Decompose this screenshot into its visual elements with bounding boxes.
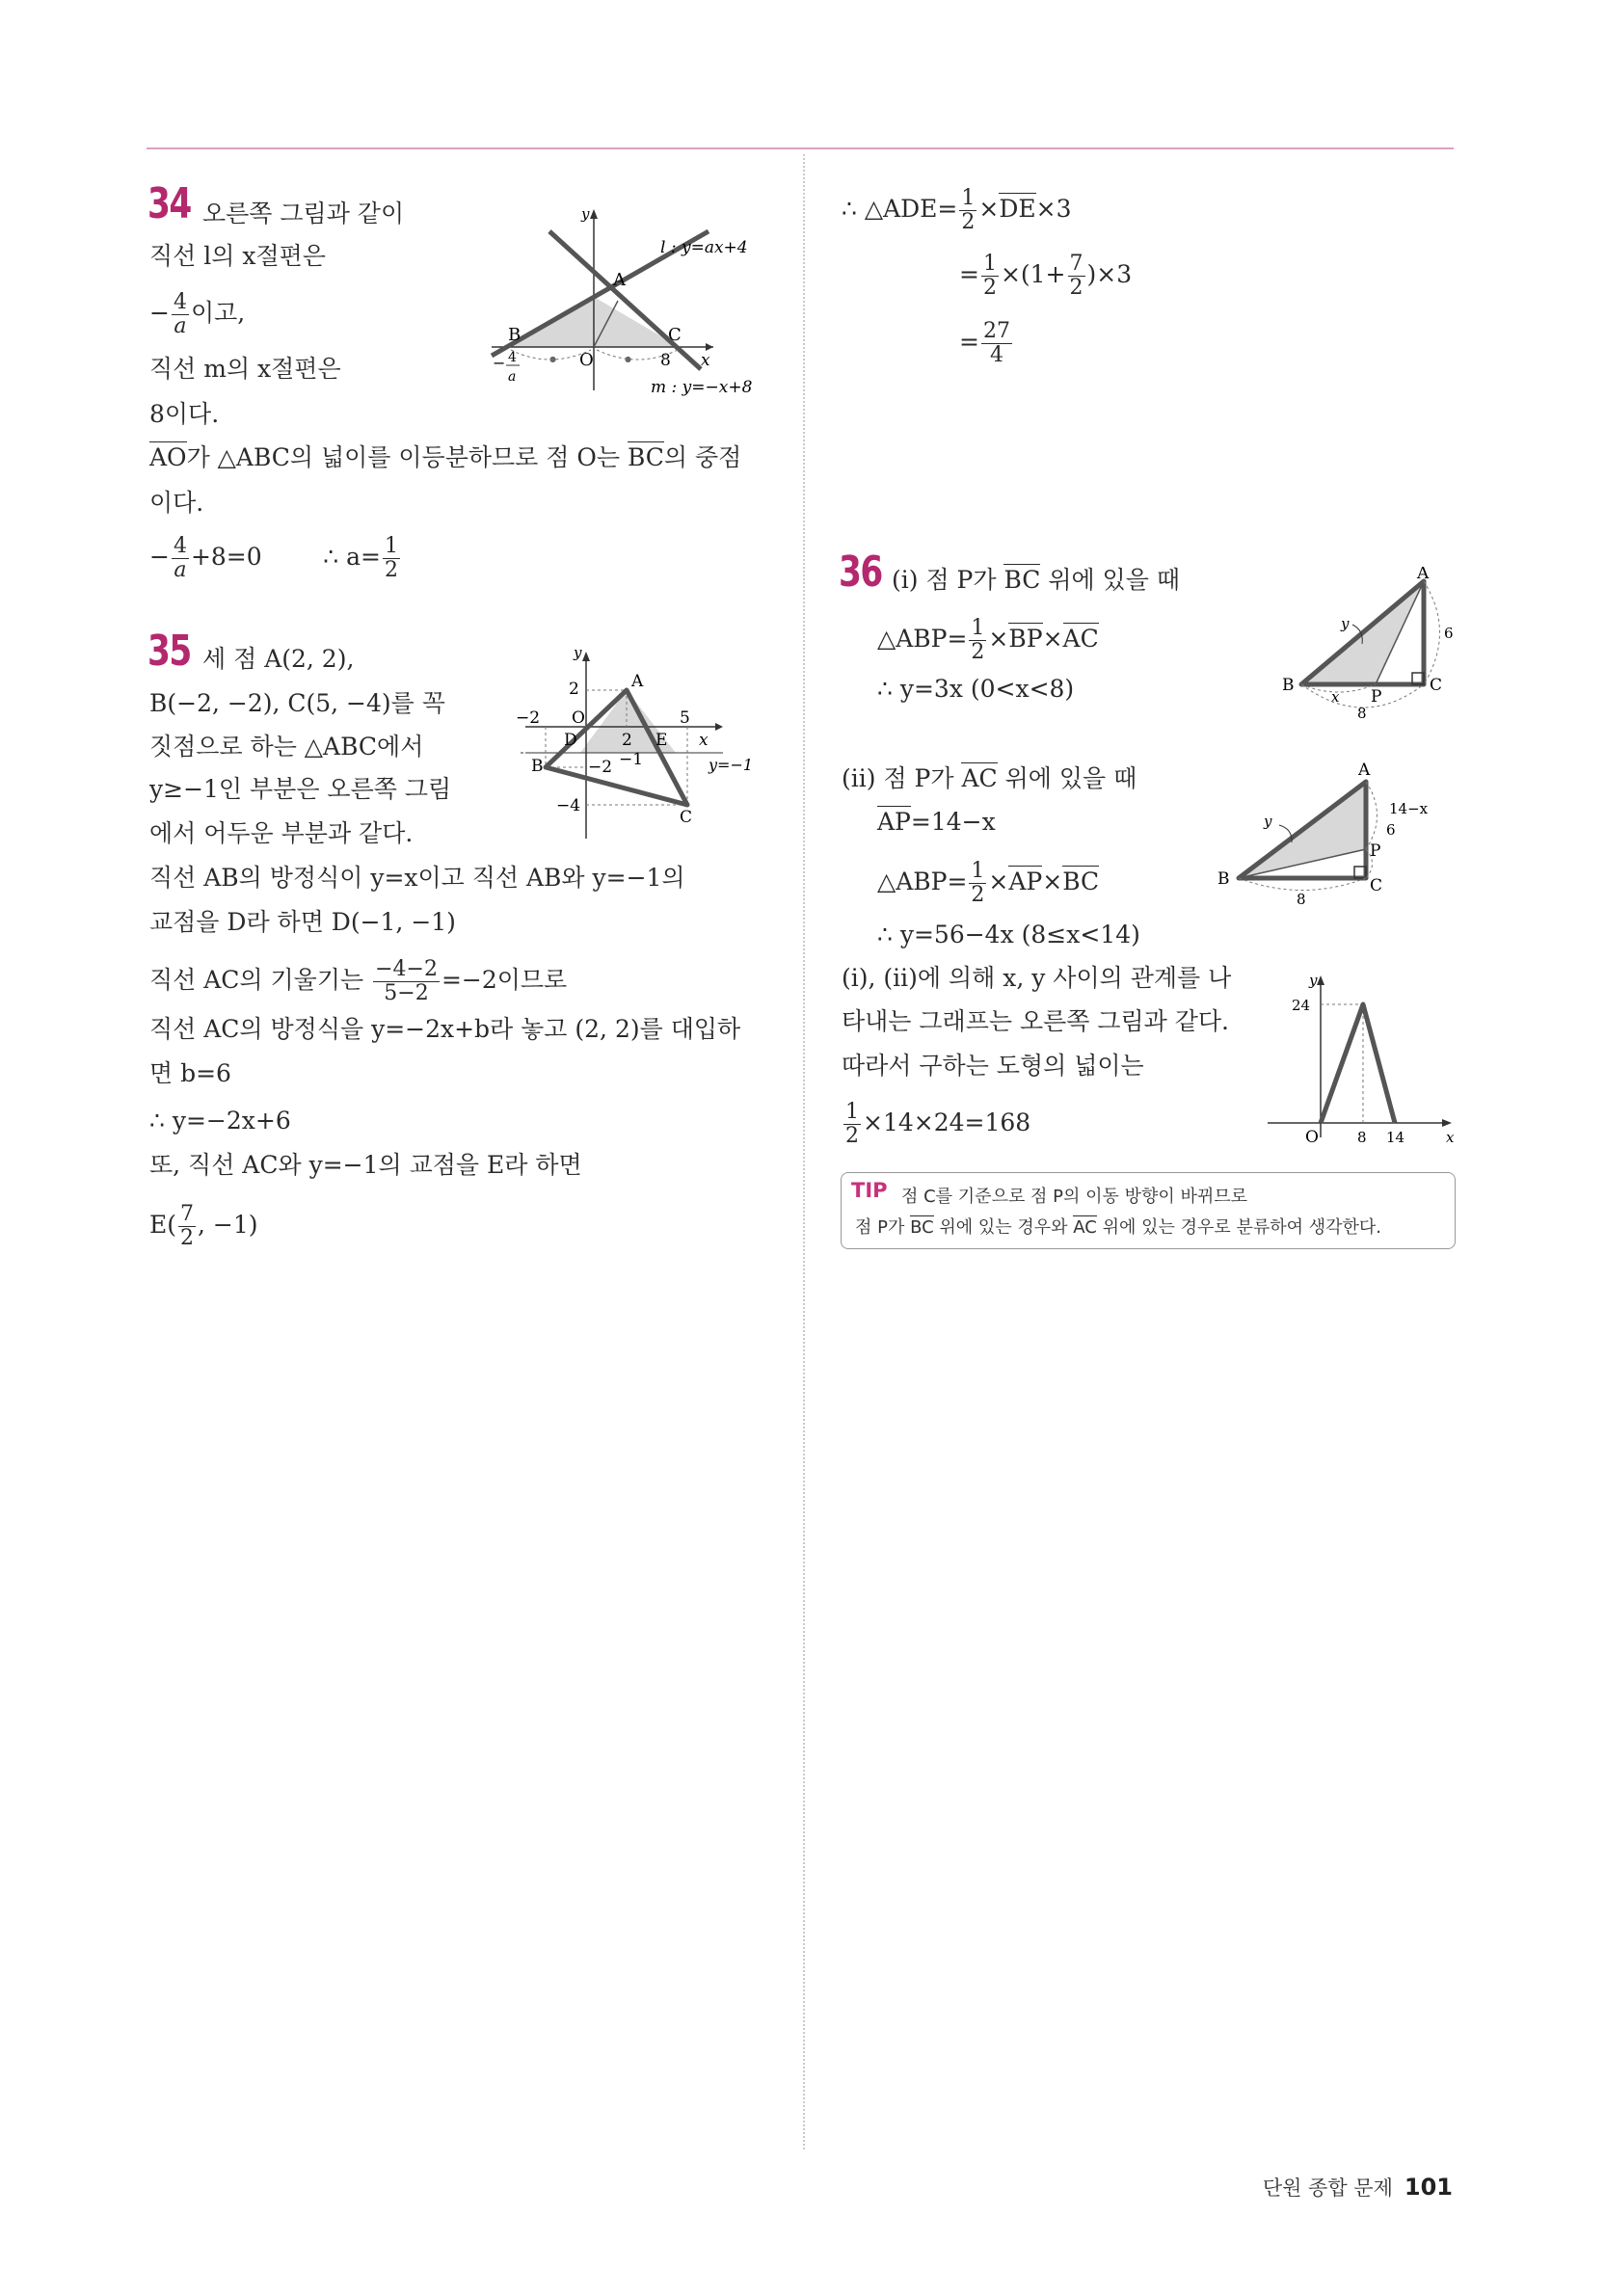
x-label: x <box>1446 1129 1455 1146</box>
point-A: A <box>613 270 626 290</box>
frac-den: 2 <box>1069 276 1083 300</box>
point-C: C <box>668 325 682 345</box>
frac-num: 7 <box>1069 252 1083 276</box>
footer-section: 단원 종합 문제 <box>1262 2176 1393 2200</box>
p34-line7: 이다. <box>149 489 204 517</box>
y-axis-arrow <box>582 652 590 661</box>
overline-AC: AC <box>1073 1217 1097 1238</box>
x-label: x <box>701 351 710 370</box>
overline-BC: BC <box>627 443 664 471</box>
frac-den: 2 <box>384 558 398 582</box>
p34-line3: − $\frac{4}{a}$ 이고, <box>149 290 246 338</box>
top-rule <box>147 147 1454 149</box>
label-8: 8 <box>1297 891 1306 908</box>
tick-yneg1: −1 <box>619 750 644 769</box>
p35c-line1 <box>842 187 1071 234</box>
x-axis-arrow <box>715 723 723 731</box>
frac-num: 4 <box>173 534 187 558</box>
x-axis-arrow <box>1442 1119 1452 1127</box>
frac-a: a <box>508 369 517 385</box>
p35-line6: 직선 AB의 방정식이 y=x이고 직선 AB와 y=−1의 <box>149 864 685 892</box>
p34-figure <box>487 198 776 400</box>
p36-i2 <box>877 617 1099 664</box>
line-m-label: m : y=−x+8 <box>651 378 753 397</box>
frac-num: 1 <box>982 252 997 276</box>
overline-BC: BC <box>1003 566 1041 594</box>
point-A: A <box>1417 567 1430 583</box>
p35c-line2 <box>959 253 1132 300</box>
tick-y2: 2 <box>569 680 579 699</box>
p36-c2: 타내는 그래프는 오른쪽 그림과 같다. <box>842 1007 1229 1035</box>
p36-i1 <box>892 563 1180 598</box>
frac-den: 2 <box>971 883 985 907</box>
x-axis-arrow <box>706 343 713 351</box>
frac-num: 1 <box>384 534 398 558</box>
point-P: P <box>1370 841 1381 861</box>
p35-line7: 교점을 D라 하면 D(−1, −1) <box>149 908 456 936</box>
frac-den: 4 <box>989 343 1003 367</box>
p36-ii2-post: =14−x <box>910 808 996 836</box>
line-l-label: l : y=ax+4 <box>660 238 748 257</box>
p34-line1: 오른쪽 그림과 같이 <box>202 200 405 227</box>
tip-line2 <box>855 1214 1381 1239</box>
p36-ii2 <box>877 805 996 840</box>
p35c-line1-mid: × <box>978 195 1000 223</box>
page-footer <box>1263 2173 1453 2202</box>
p35c-line2-post: )×3 <box>1086 260 1133 288</box>
tick-x2: 2 <box>622 731 632 750</box>
point-A: A <box>1358 761 1371 780</box>
page-number: 101 <box>1404 2174 1453 2201</box>
origin-O: O <box>1305 1128 1319 1147</box>
frac-num: 4 <box>173 290 187 314</box>
point-C: C <box>1430 676 1443 695</box>
tip-line2-a: 점 P가 <box>855 1217 911 1238</box>
p36-i1-b: 위에 있을 때 <box>1040 566 1181 594</box>
frac-den: 2 <box>845 1124 859 1148</box>
p35c-line3-pre: = <box>959 328 979 356</box>
neg-sign: − <box>493 354 506 372</box>
p36-ii3-mid: × <box>988 868 1009 895</box>
p35-line4: y≥−1인 부분은 오른쪽 그림 <box>149 775 452 803</box>
p36-ii3-pre: △ABP= <box>877 868 968 895</box>
point-C: C <box>680 808 693 827</box>
point-D: D <box>564 731 577 750</box>
p35-line10: 면 b=6 <box>149 1059 231 1087</box>
p36-i1-a: (ⅰ) 점 P가 <box>892 566 1004 594</box>
p35-line13-pre: E( <box>149 1211 177 1239</box>
tick-xneg2: −2 <box>516 708 541 728</box>
p35-line9: 직선 AC의 방정식을 y=−2x+b라 놓고 (2, 2)를 대입하 <box>149 1015 741 1043</box>
label-y: y <box>1341 615 1350 632</box>
p35-line5: 에서 어두운 부분과 같다. <box>149 819 414 847</box>
p36-ii3-x: × <box>1042 868 1063 895</box>
p34-line4: 직선 m의 x절편은 <box>149 355 341 383</box>
frac-den: a <box>174 558 187 582</box>
p36-figure-2 <box>1210 758 1465 912</box>
p36-c4 <box>842 1101 1030 1148</box>
p36-ii1-b: 위에 있을 때 <box>997 764 1137 792</box>
frac-num: −4−2 <box>375 957 438 981</box>
y-label: y <box>574 644 582 661</box>
tip-line2-c: 위에 있는 경우로 분류하여 생각한다. <box>1096 1217 1382 1238</box>
origin-O: O <box>579 350 594 370</box>
p35-line11: ∴ y=−2x+6 <box>149 1107 291 1135</box>
p36-ii1 <box>842 761 1137 796</box>
p34-line5: 8이다. <box>149 400 220 428</box>
tick-24: 24 <box>1292 997 1311 1014</box>
p35c-line3 <box>959 320 1014 367</box>
origin-O: O <box>572 708 585 728</box>
label-6: 6 <box>1386 821 1396 839</box>
overline-AC: AC <box>1062 625 1099 653</box>
x-label: x <box>699 731 709 750</box>
label-14-x: 14−x <box>1389 800 1429 817</box>
point-B: B <box>508 325 522 345</box>
p36-ii4: ∴ y=56−4x (8≤x<14) <box>877 921 1140 948</box>
frac-num: 1 <box>971 859 985 883</box>
point-P: P <box>1371 687 1382 707</box>
tick-8: 8 <box>660 351 671 370</box>
overline-AC: AC <box>961 764 998 792</box>
point-B: B <box>1282 676 1295 695</box>
point-B: B <box>1217 869 1230 889</box>
p35c-line2-mid: ×(1+ <box>1000 260 1066 288</box>
p36-i3: ∴ y=3x (0<x<8) <box>877 675 1075 703</box>
p36-ii1-a: (ⅱ) 점 P가 <box>842 764 962 792</box>
frac-den: 2 <box>982 276 997 300</box>
p35-line8 <box>149 958 567 1005</box>
p34-line6-a: 가 △ABC의 넓이를 이등분하므로 점 O는 <box>186 443 628 471</box>
tick-14: 14 <box>1386 1129 1405 1146</box>
overline-AP: AP <box>877 808 911 836</box>
tip-line1: 점 C를 기준으로 점 P의 이동 방향이 바뀌므로 <box>901 1187 1248 1207</box>
p36-i2-mid: × <box>988 625 1009 653</box>
point-A: A <box>631 672 644 691</box>
equal-mark-2: ● <box>625 355 631 363</box>
point-B: B <box>531 757 544 776</box>
overline-BC: BC <box>910 1217 934 1238</box>
p36-c3: 따라서 구하는 도형의 넓이는 <box>842 1052 1144 1080</box>
p36-figure-3 <box>1263 964 1465 1147</box>
frac-den: 5−2 <box>384 981 429 1005</box>
tick-8: 8 <box>1357 1129 1367 1146</box>
problem-34-number: 34 <box>147 179 191 228</box>
p36-ii3 <box>877 860 1099 907</box>
label-y: y <box>1264 813 1272 830</box>
p36-c1: (ⅰ), (ⅱ)에 의해 x, y 사이의 관계를 나 <box>842 964 1232 992</box>
line-yneg1-label: y=−1 <box>709 756 754 774</box>
p35-line13-post: , −1) <box>198 1211 258 1239</box>
overline-BC: BC <box>1062 868 1100 895</box>
frac-num: 7 <box>180 1202 195 1226</box>
tick-x5: 5 <box>680 708 690 728</box>
p35-line1: 세 점 A(2, 2), <box>202 645 355 673</box>
y-label: y <box>1309 972 1318 989</box>
point-E: E <box>655 731 668 750</box>
label-8: 8 <box>1357 705 1367 722</box>
frac-den: 2 <box>180 1226 195 1250</box>
tick-yneg2: −2 <box>588 758 613 777</box>
p35c-line1-pre: ∴ △ADE= <box>842 195 958 223</box>
p36-figure-1 <box>1277 567 1460 731</box>
y-axis-arrow <box>1317 975 1324 985</box>
p36-c4-post: ×14×24=168 <box>863 1108 1031 1136</box>
label-x: x <box>1331 688 1340 706</box>
tick-yneg4: −4 <box>556 796 581 815</box>
p34-line6-b: 의 중점 <box>663 443 742 471</box>
tip-box <box>841 1172 1456 1249</box>
frac-den: 2 <box>971 640 985 664</box>
y-label: y <box>581 205 590 223</box>
overline-AP: AP <box>1008 868 1043 895</box>
equal-mark-1: ● <box>549 355 556 363</box>
frac-4: 4 <box>508 350 517 365</box>
frac-den: 2 <box>961 210 976 234</box>
p35-line3: 짓점으로 하는 △ABC에서 <box>149 733 424 761</box>
frac-num: 1 <box>971 616 985 640</box>
overline-AO: AO <box>149 443 187 471</box>
problem-36-number: 36 <box>839 547 882 597</box>
p35-line12: 또, 직선 AC와 y=−1의 교점을 E라 하면 <box>149 1151 582 1179</box>
p35-figure <box>516 636 771 848</box>
p34-line8 <box>149 535 402 582</box>
frac-num: 1 <box>961 186 976 210</box>
p35-line8-pre: 직선 AC의 기울기는 <box>149 966 372 994</box>
label-6: 6 <box>1444 625 1454 642</box>
frac-num: 1 <box>845 1100 859 1124</box>
p35-line8-post: =−2이므로 <box>441 966 568 994</box>
p35c-line1-post: ×3 <box>1035 195 1072 223</box>
frac-den: a <box>174 314 187 338</box>
p34-line2: 직선 l의 x절편은 <box>149 242 326 270</box>
overline-BP: BP <box>1008 625 1043 653</box>
y-axis-arrow <box>590 209 598 219</box>
overline-DE: DE <box>999 195 1036 223</box>
minus-sign: − <box>149 543 170 571</box>
column-divider <box>803 154 805 2149</box>
p36-i2-pre: △ABP= <box>877 625 968 653</box>
p34-line8-mid: +8=0 ∴ a= <box>190 543 381 571</box>
p34-line3-tail: 이고, <box>190 299 246 327</box>
tip-line2-b: 위에 있는 경우와 <box>933 1217 1074 1238</box>
p35-line2: B(−2, −2), C(5, −4)를 꼭 <box>149 689 445 717</box>
p34-line6 <box>149 441 741 475</box>
frac-num: 27 <box>982 319 1010 343</box>
graph-line <box>1321 1004 1395 1123</box>
p36-i2-x: × <box>1042 625 1063 653</box>
p35-line13 <box>149 1203 258 1250</box>
point-C: C <box>1370 876 1383 895</box>
tip-label: TIP <box>851 1179 888 1202</box>
p35c-line2-pre: = <box>959 260 979 288</box>
problem-35-number: 35 <box>147 627 191 676</box>
